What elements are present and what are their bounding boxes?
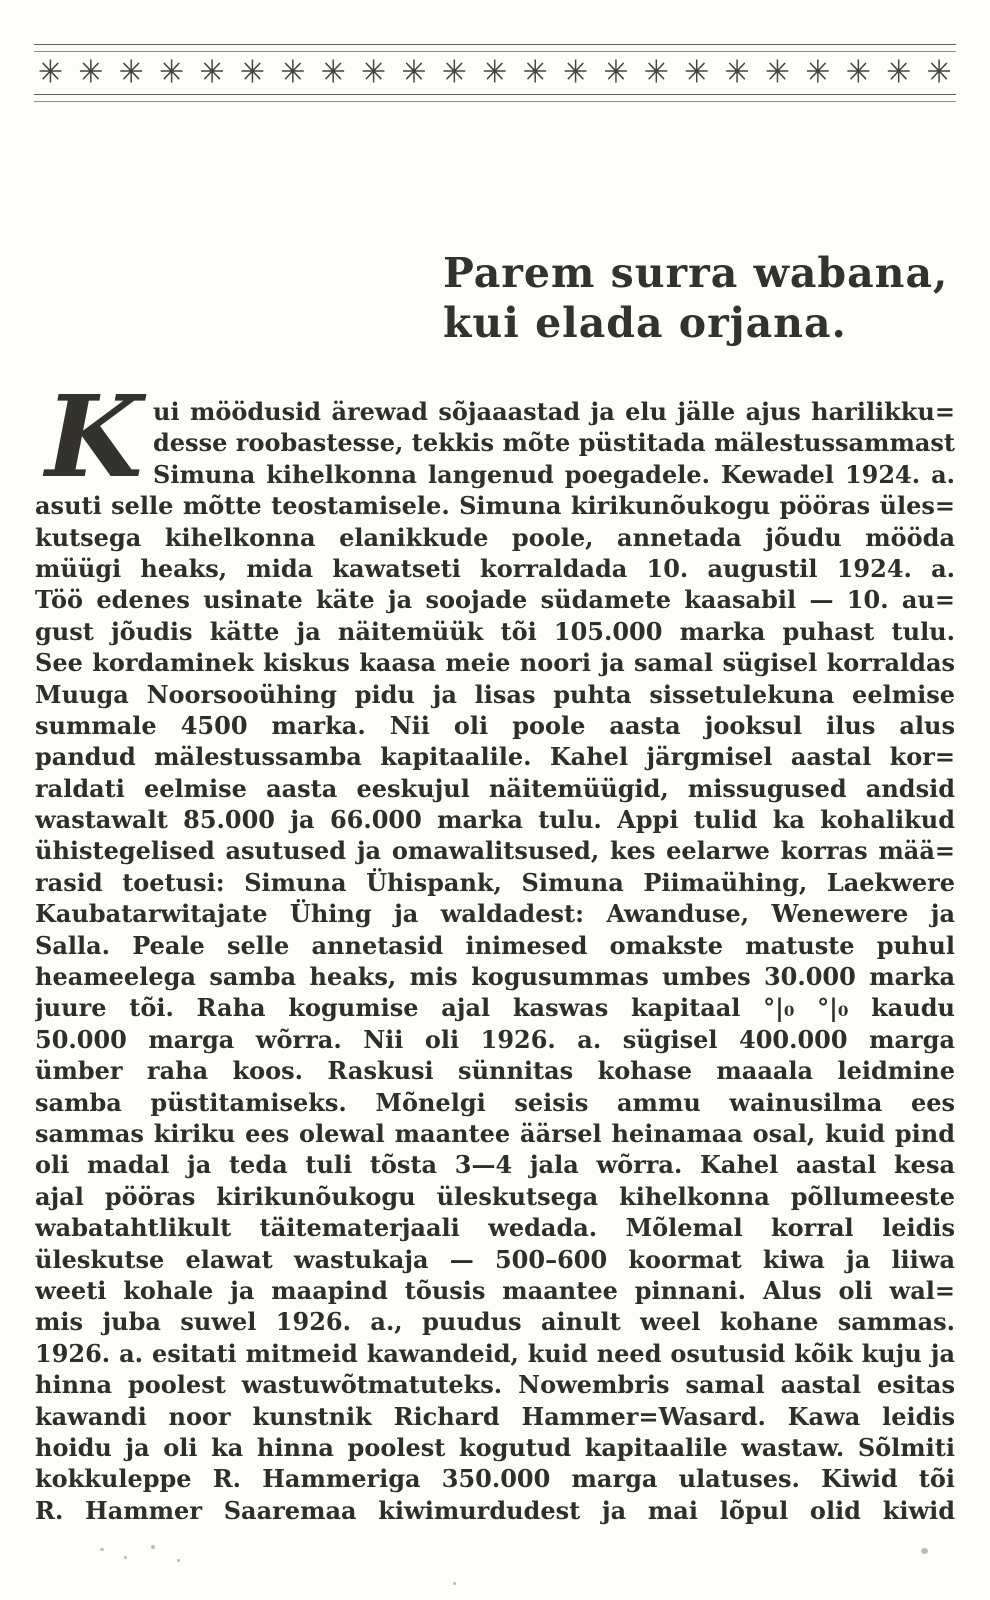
text-line: kokkuleppe R. Hammeriga 350.000 marga ulatuses. Kiwid tõi — [35, 1464, 955, 1494]
text-line: ühistegelised asutused ja omawalitsused, kes eelarwe korras mää= — [35, 836, 955, 866]
flower-ornament-icon: ✳ — [199, 54, 225, 91]
text-line: Salla. Peale selle annetasid inimesed omakste matuste puhul — [35, 930, 955, 960]
top-double-rule — [34, 44, 956, 52]
flower-ornament-icon: ✳ — [118, 54, 144, 91]
ornament-row — [34, 53, 956, 93]
flower-ornament-icon: ✳ — [926, 54, 952, 91]
ornament-border — [34, 44, 956, 102]
text-line: pandud mälestussamba kapitaalile. Kahel järgmisel aastal kor= — [35, 742, 955, 772]
flower-ornament-icon: ✳ — [320, 54, 346, 91]
scan-speck — [177, 1559, 180, 1562]
flower-ornament-icon: ✳ — [280, 54, 306, 91]
scan-speck — [100, 1548, 104, 1551]
text-line: Töö edenes usinate käte ja soojade südamete kaasabil — 10. au= — [35, 585, 955, 615]
flower-ornament-icon: ✳ — [522, 54, 548, 91]
flower-ornament-icon: ✳ — [603, 54, 629, 91]
text-line: gust jõudis kätte ja näitemüük tõi 105.000 marka puhast tulu. — [35, 616, 955, 646]
page-title — [443, 248, 948, 348]
text-line: R. Hammer Saaremaa kiwimurdudest ja mai lõpul olid kiwid — [35, 1495, 955, 1525]
scan-speck — [453, 1582, 456, 1585]
scan-speck — [151, 1545, 155, 1549]
title-line-2: kui elada orjana. — [443, 299, 847, 347]
flower-ornament-icon: ✳ — [765, 54, 791, 91]
text-line: ümber raha koos. Raskusi sünnitas kohase maaala leidmine — [35, 1056, 955, 1086]
flower-ornament-icon: ✳ — [886, 54, 912, 91]
text-line: 50.000 marga wõrra. Nii oli 1926. a. sügisel 400.000 marga — [35, 1024, 955, 1054]
text-line: raldati eelmise aasta eeskujul näitemüügid, missugused andsid — [35, 773, 955, 803]
text-line: wabatahtlikult täitematerjaali wedada. Mõlemal korral leidis — [35, 1213, 955, 1243]
text-line: mis juba suwel 1926. a., puudus ainult weel kohane sammas. — [35, 1307, 955, 1337]
bottom-double-rule — [34, 94, 956, 102]
text-line: kutsega kihelkonna elanikkude poole, annetada jõudu mööda — [35, 522, 955, 552]
article-body — [35, 372, 955, 1526]
text-line: sammas kiriku ees olewal maantee äärsel heinamaa osal, kuid pind — [35, 1118, 955, 1148]
drop-cap-initial: K — [45, 372, 143, 503]
text-line: asuti selle mõtte teostamisele. Simuna kirikunõukogu pööras üles= — [35, 491, 955, 521]
text-line: ui möödusid ärewad sõjaaastad ja elu jälle ajus harilikku= — [153, 397, 955, 426]
article-lines — [35, 372, 955, 1526]
flower-ornament-icon: ✳ — [78, 54, 104, 91]
title-line-1: Parem surra wabana, — [443, 249, 949, 297]
text-line: summale 4500 marka. Nii oli poole aasta jooksul ilus alus — [35, 710, 955, 740]
flower-ornament-icon: ✳ — [159, 54, 185, 91]
text-line: wastawalt 85.000 ja 66.000 marka tulu. Appi tulid ka kohalikud — [35, 805, 955, 835]
text-line: juure tõi. Raha kogumise ajal kaswas kapitaal °|₀ °|₀ kaudu — [35, 993, 955, 1023]
flower-ornament-icon: ✳ — [482, 54, 508, 91]
scan-speck — [921, 1548, 928, 1554]
text-line: rasid toetusi: Simuna Ühispank, Simuna Piimaühing, Laekwere — [35, 867, 955, 897]
text-line: kawandi noor kunstnik Richard Hammer=Wasard. Kawa leidis — [35, 1401, 955, 1431]
flower-ornament-icon: ✳ — [361, 54, 387, 91]
flower-ornament-icon: ✳ — [239, 54, 266, 91]
text-line: 1926. a. esitati mitmeid kawandeid, kuid need osutusid kõik kuju ja — [35, 1338, 955, 1368]
flower-ornament-icon: ✳ — [38, 54, 64, 91]
flower-ornament-icon: ✳ — [805, 54, 831, 91]
flower-ornament-icon: ✳ — [724, 54, 750, 91]
flower-ornament-icon: ✳ — [684, 54, 710, 91]
text-line: Kaubatarwitajate Ühing ja waldadest: Awanduse, Wenewere ja — [35, 899, 955, 929]
text-line: samba püstitamiseks. Mõnelgi seisis ammu wainusilma ees — [35, 1087, 955, 1117]
text-line: desse roobastesse, tekkis mõte püstitada mälestussammast — [153, 428, 955, 458]
flower-ornament-icon: ✳ — [643, 54, 669, 91]
text-line: üleskutse elawat wastukaja — 500–600 koormat kiwa ja liiwa — [35, 1244, 955, 1274]
text-line: Simuna kihelkonna langenud poegadele. Kewadel 1924. a. — [153, 459, 955, 489]
text-line: müügi heaks, mida kawatseti korraldada 10. augustil 1924. a. — [35, 553, 955, 583]
flower-ornament-icon: ✳ — [401, 54, 427, 91]
text-line: ajal pööras kirikunõukogu üleskutsega kihelkonna põllumeeste — [35, 1181, 955, 1211]
text-line: oli madal ja teda tuli tõsta 3—4 jala wõrra. Kahel aastal kesa — [35, 1150, 955, 1180]
flower-ornament-icon: ✳ — [441, 54, 468, 91]
text-line: See kordaminek kiskus kaasa meie noori ja samal sügisel korraldas — [35, 648, 955, 678]
flower-ornament-icon: ✳ — [845, 54, 871, 91]
flower-ornament-icon: ✳ — [563, 54, 589, 91]
text-line: hoidu ja oli ka hinna poolest kogutud kapitaalile wastaw. Sõlmiti — [35, 1432, 955, 1462]
text-line: Muuga Noorsooühing pidu ja lisas puhta sissetulekuna eelmise — [35, 679, 955, 709]
text-line: hinna poolest wastuwõtmatuteks. Nowembris samal aastal esitas — [35, 1370, 955, 1400]
scan-speck — [124, 1556, 127, 1559]
text-line: weeti kohale ja maapind tõusis maantee pinnani. Alus oli wal= — [35, 1275, 955, 1305]
text-line: heameelega samba heaks, mis kogusummas umbes 30.000 marka — [35, 962, 955, 992]
